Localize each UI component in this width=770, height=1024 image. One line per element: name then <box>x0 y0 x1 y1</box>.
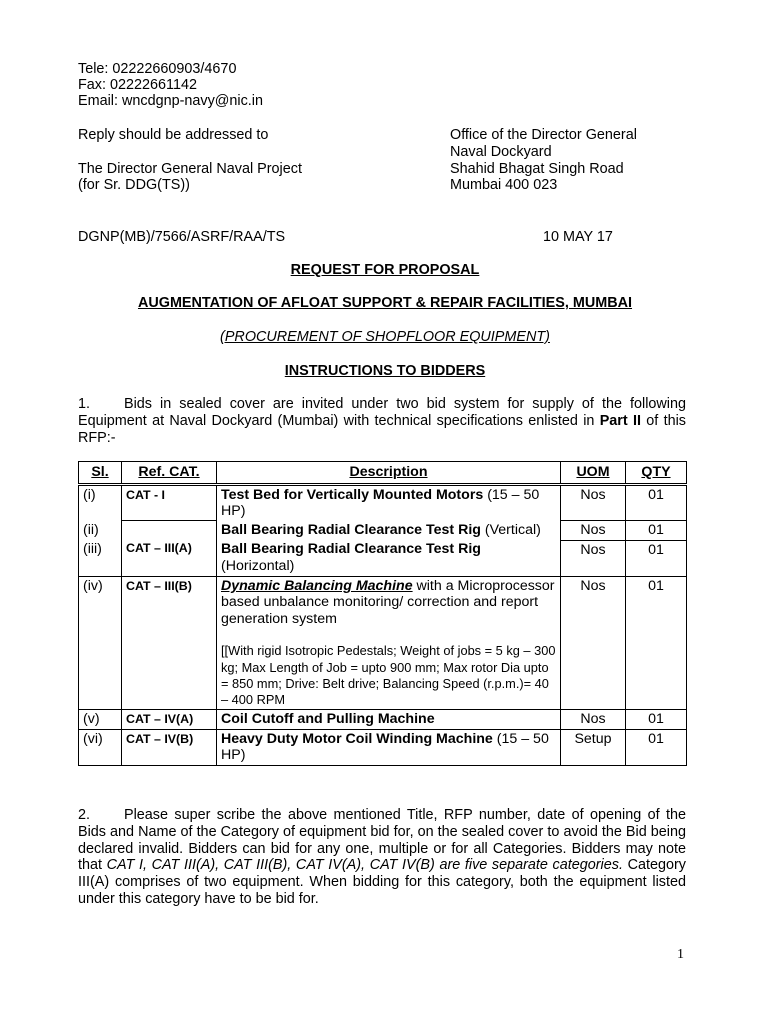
row-desc-title: Ball Bearing Radial Clearance Test Rig <box>221 521 481 538</box>
paragraph-1-number: 1. <box>78 396 91 412</box>
header-sl: Sl. <box>79 462 122 485</box>
row-desc-detail: (15 – 50 HP) <box>221 486 540 520</box>
row-desc-title: Dynamic Balancing Machine <box>221 577 413 594</box>
paragraph-1-tail: of this RFP:- <box>78 412 686 446</box>
paragraph-2-categories: CAT I, CAT III(A), CAT III(B), CAT IV(A), CAT IV(B) are five separate categories. <box>106 857 623 874</box>
row-sl: (i) <box>79 484 122 521</box>
procurement-subtitle: (PROCUREMENT OF SHOPFLOOR EQUIPMENT) <box>220 329 550 345</box>
header-description: Description <box>217 462 561 485</box>
row-uom: Setup <box>561 729 626 765</box>
row-desc-detail: (Vertical) <box>480 521 541 538</box>
row-desc-specs: [[With rigid Isotropic Pedestals; Weight of jobs = 5 kg – 300 kg; Max Length of Job = upto 900 mm; Max rotor Dia upto = 850 mm; Drive: Belt drive; Balancing Speed (r.p.m.)= 40 – 400 RPM <box>221 643 556 707</box>
reference-number: DGNP(MB)/7566/ASRF/RAA/TS <box>78 229 286 245</box>
reply-heading: Reply should be addressed to <box>78 127 269 143</box>
row-qty: 01 <box>626 540 687 576</box>
row-sl: (vi) <box>79 729 122 765</box>
email-line: Email: wncdgnp-navy@nic.in <box>78 93 263 109</box>
rfp-title: REQUEST FOR PROPOSAL <box>290 262 480 278</box>
row-cat: CAT – IV(B) <box>122 729 217 765</box>
row-cat: CAT – III(B) <box>122 576 217 710</box>
paragraph-2-text: Please super scribe the above mentioned Title, RFP number, date of opening of the Bids and Name of the Category of equipment bid for, on the sealed cover to avoid the Bid being declared invalid. Bidders can bid for any one, multiple or for all Categories. Bidders may note that <box>78 807 686 874</box>
table-row <box>79 710 687 730</box>
header-qty: QTY <box>626 462 687 485</box>
row-desc-detail: with a Microprocessor based unbalance monitoring/ correction and report generation system <box>221 577 555 627</box>
paragraph-2-tail: Category III(A) comprises of two equipment. When bidding for this category, both the equipment listed under this category have to be bid for. <box>78 857 686 907</box>
row-uom: Nos <box>561 576 626 710</box>
row-description <box>217 576 561 710</box>
paragraph-1-text: Bids in sealed cover are invited under two bid system for supply of the following Equipment at Naval Dockyard (Mumbai) with technical specifications enlisted in <box>78 396 686 429</box>
row-qty: 01 <box>626 521 687 541</box>
tele-line: Tele: 02222660903/4670 <box>78 61 237 77</box>
row-sl: (iii) <box>79 540 122 576</box>
row-qty: 01 <box>626 729 687 765</box>
row-desc-title: Coil Cutoff and Pulling Machine <box>221 711 435 728</box>
page-number: 1 <box>677 947 684 962</box>
instructions-heading: INSTRUCTIONS TO BIDDERS <box>284 363 486 379</box>
office-line-2: Naval Dockyard <box>450 144 552 160</box>
office-line-1: Office of the Director General <box>450 127 637 143</box>
paragraph-2-number: 2. <box>78 807 91 823</box>
row-desc-detail: (15 – 50 HP) <box>221 730 549 764</box>
row-qty: 01 <box>626 576 687 710</box>
row-desc-title: Test Bed for Vertically Mounted Motors <box>221 486 484 503</box>
row-description <box>217 540 561 576</box>
row-description <box>217 710 561 730</box>
paragraph-1 <box>78 396 686 446</box>
row-cat: CAT – III(A) <box>122 521 217 576</box>
row-sl: (v) <box>79 710 122 730</box>
row-uom: Nos <box>561 521 626 541</box>
office-line-3: Shahid Bhagat Singh Road <box>450 161 624 177</box>
row-description <box>217 729 561 765</box>
row-uom: Nos <box>561 540 626 576</box>
table-row <box>79 729 687 765</box>
paragraph-2 <box>78 807 686 908</box>
row-desc-title: Heavy Duty Motor Coil Winding Machine <box>221 730 493 747</box>
table-row <box>79 521 687 541</box>
row-sl: (ii) <box>79 521 122 541</box>
office-line-4: Mumbai 400 023 <box>450 177 558 193</box>
fax-line: Fax: 02222661142 <box>78 77 197 93</box>
table-row <box>79 484 687 521</box>
table-row <box>79 576 687 710</box>
row-uom: Nos <box>561 710 626 730</box>
row-cat: CAT – IV(A) <box>122 710 217 730</box>
row-desc-title: Ball Bearing Radial Clearance Test Rig <box>221 541 481 558</box>
row-uom: Nos <box>561 484 626 521</box>
reply-addressee: The Director General Naval Project <box>78 161 302 177</box>
row-qty: 01 <box>626 484 687 521</box>
row-qty: 01 <box>626 710 687 730</box>
letter-date: 10 MAY 17 <box>543 229 613 245</box>
row-desc-detail: (Horizontal) <box>221 557 295 574</box>
header-ref-cat: Ref. CAT. <box>122 462 217 485</box>
project-title: AUGMENTATION OF AFLOAT SUPPORT & REPAIR FACILITIES, MUMBAI <box>137 295 633 311</box>
header-uom: UOM <box>561 462 626 485</box>
row-description <box>217 521 561 541</box>
table-header-row <box>79 462 687 485</box>
row-sl: (iv) <box>79 576 122 710</box>
row-cat: CAT - I <box>122 484 217 521</box>
paragraph-1-part-ref: Part II <box>599 412 641 429</box>
row-description <box>217 484 561 521</box>
equipment-table <box>78 461 687 766</box>
reply-attention: (for Sr. DDG(TS)) <box>78 177 190 193</box>
